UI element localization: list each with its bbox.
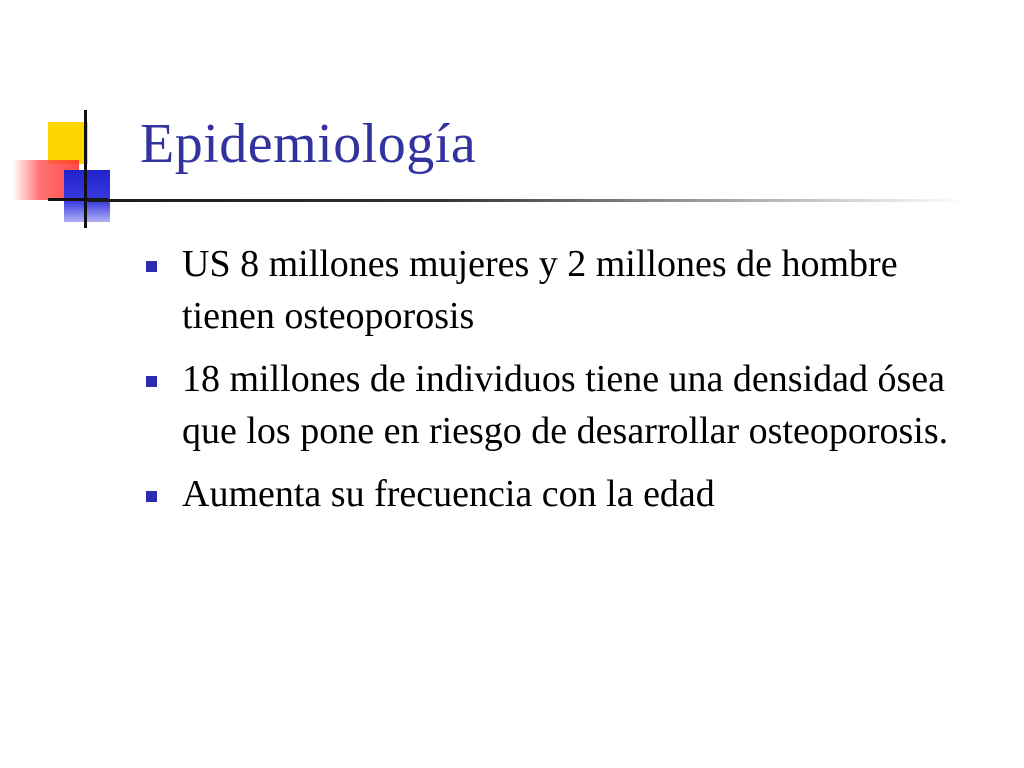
list-item — [142, 238, 972, 342]
title-underline — [88, 199, 968, 202]
square-bullet-icon — [146, 376, 157, 387]
slide-title: Epidemiología — [140, 113, 477, 175]
colored-squares-logo-icon — [0, 0, 160, 240]
logo-yellow-square — [48, 122, 88, 164]
bullet-text: Aumenta su frecuencia con la edad — [182, 473, 715, 515]
logo-vertical-line — [84, 110, 87, 228]
square-bullet-icon — [146, 261, 157, 272]
bullet-text: US 8 millones mujeres y 2 millones de hombre tienen osteoporosis — [182, 243, 898, 337]
list-item — [142, 468, 972, 520]
square-bullet-icon — [146, 491, 157, 502]
logo-blue-square — [64, 170, 110, 222]
list-item — [142, 353, 972, 457]
bullet-list — [142, 238, 972, 531]
bullet-text: 18 millones de individuos tiene una densidad ósea que los pone en riesgo de desarrollar osteoporosis. — [182, 358, 949, 452]
